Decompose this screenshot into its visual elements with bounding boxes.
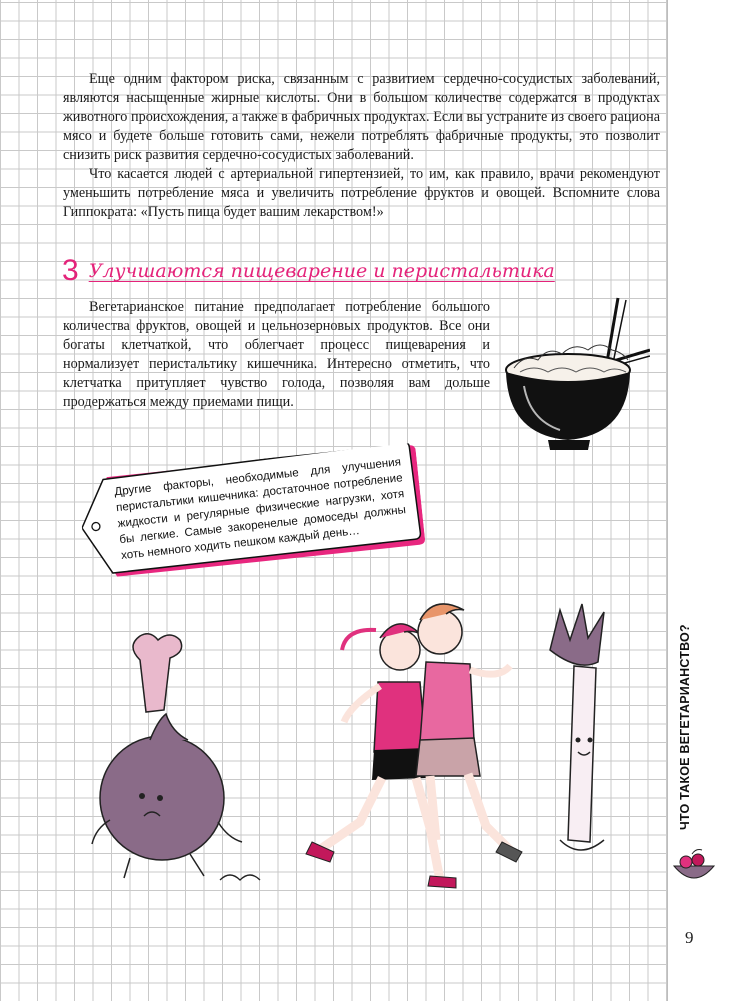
leek-character bbox=[550, 604, 604, 850]
runners-illustration bbox=[90, 590, 650, 910]
section-heading bbox=[62, 254, 622, 288]
intro-text bbox=[63, 70, 660, 222]
beet-character bbox=[92, 634, 242, 878]
page-number: 9 bbox=[685, 928, 694, 947]
paragraph-fiber: Вегетарианское питание предполагает потребление большого количества фруктов, овощей и цельнозерновых продуктов. Все они богаты клетчаткой, что облегчает процесс пищеварения и нормализует перистальтику кишечника. Интересно отметить, что клетчатка притупляет чувство голода, позволяя вам дольше продержаться между приемами пищи. bbox=[63, 299, 490, 410]
paragraph-saturated-fats: Еще одним фактором риска, связанным с развитием сердечно-сосудистых заболеваний, являются насыщенные жирные кислоты. Они в большом количестве содержатся в продуктах животного происхождения, а также в фабричных продуктах. Если вы устраните из своего рациона мясо и будете больше готовить сами, нежели потреблять фабричные продукты, это позволит снизить риск развития сердечно-сосудистых заболеваний. bbox=[63, 71, 660, 163]
chapter-title: ЧТО ТАКОЕ ВЕГЕТАРИАНСТВО? bbox=[678, 624, 692, 830]
section-text bbox=[63, 298, 490, 412]
section-number: 3 bbox=[62, 254, 79, 287]
dust-lines bbox=[220, 875, 260, 880]
tip-text: Другие факторы, необходимые для улучшения перистальтики кишечника: достаточное потребление жидкости и регулярные физические нагрузки, хотя бы легкие. Самые закоренелые домоседы должны хоть немного ходить пешком каждый день… bbox=[113, 455, 407, 563]
section-title: Улучшаются пищеварение и перистальтика bbox=[88, 260, 555, 282]
boy-runner bbox=[416, 604, 522, 862]
paragraph-hypertension: Что касается людей с артериальной гипертензией, то им, как правило, врачи рекомендуют уменьшить потребление мяса и увеличить потребление фруктов и овощей. Вспомните слова Гиппократа: «Пусть пища будет вашим лекарством!» bbox=[63, 166, 660, 220]
tip-box bbox=[77, 443, 426, 578]
fruit-bowl-icon bbox=[670, 848, 718, 888]
noodle-bowl-illustration bbox=[500, 290, 650, 460]
